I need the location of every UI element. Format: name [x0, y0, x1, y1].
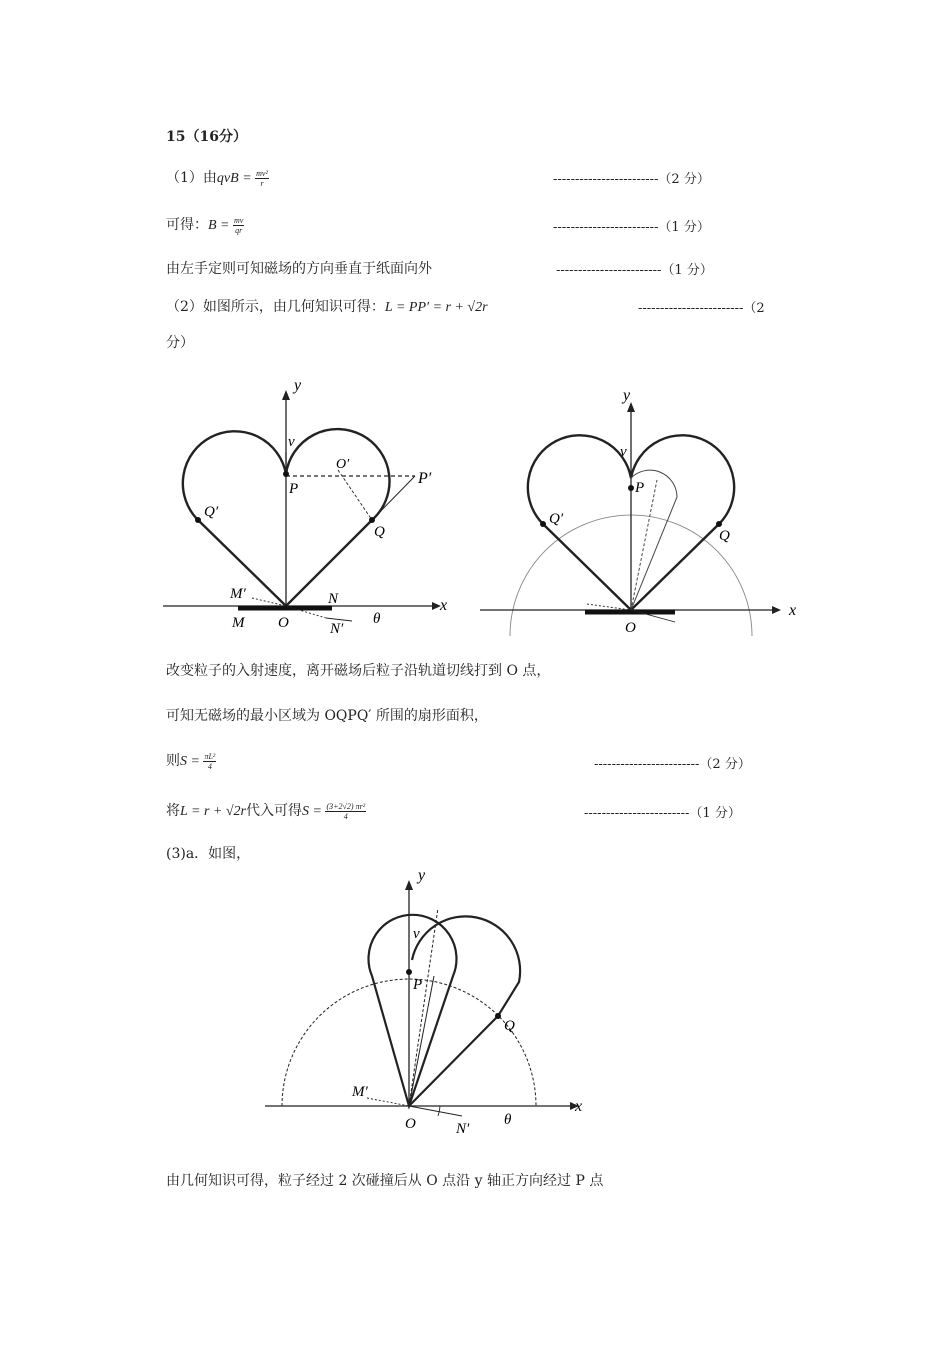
part1-fraction: $\frac{\text{mv²}}{r}$: [256, 168, 268, 188]
fig1-label-m: M: [232, 615, 245, 631]
line5-text: 可知无磁场的最小区域为 OQPQ′ 所围的扇形面积，: [166, 708, 488, 724]
fig1-label-n: N: [328, 591, 339, 607]
part1-line: [166, 167, 269, 188]
line6-prefix: 则: [166, 753, 180, 769]
fig2-label-qprime: Q′: [549, 511, 564, 527]
line3-text: 由左手定则可知磁场的方向垂直于纸面向外: [166, 261, 432, 277]
line6-formula: S =: [180, 754, 204, 769]
fig3-point-p: [406, 969, 412, 975]
line6-fraction: $\frac{\text{πL²}}{4}$: [204, 751, 216, 771]
fig2-point-p: [628, 485, 634, 491]
part2-text: （2）如图所示，由几何知识可得：: [166, 299, 385, 315]
fig1-label-p: P: [289, 481, 299, 497]
line2-score: ------------------------（1 分）: [553, 220, 710, 235]
fig1-label-y: y: [294, 377, 302, 394]
fig1-label-nprime: N′: [330, 621, 344, 637]
fig3-right-loop: [409, 916, 520, 1106]
fig1-label-mprime: M′: [230, 586, 246, 602]
line2-formula: B =: [208, 218, 233, 233]
fig1-label-q: Q: [374, 524, 385, 540]
fig3-label-q: Q: [504, 1018, 515, 1034]
part2-wrap: 分）: [166, 335, 194, 351]
fig2-label-v: v: [620, 444, 627, 460]
line8-text: 由几何知识可得，粒子经过 2 次碰撞后从 O 点沿 y 轴正方向经过 P 点: [166, 1173, 604, 1189]
fig1-point-qprime: [195, 517, 201, 523]
line4-text: 改变粒子的入射速度，离开磁场后粒子沿轨道切线打到 O 点，: [166, 663, 551, 679]
fig3-label-v: v: [413, 926, 420, 942]
fig1-y-arrow-icon: [282, 390, 290, 400]
line6: [166, 750, 216, 771]
fig3-nprime-line: [409, 1106, 462, 1116]
line3-score: ------------------------（1 分）: [556, 263, 713, 278]
fig3-label-x: x: [575, 1098, 583, 1115]
line7-score: ------------------------（1 分）: [584, 806, 741, 821]
fig3-y-arrow-icon: [405, 880, 413, 890]
fig3-label-y: y: [418, 867, 426, 884]
fig1-label-pprime: P′: [418, 470, 432, 487]
line2-prefix: 可得：: [166, 217, 208, 233]
fig3-label-mprime: M′: [352, 1084, 368, 1100]
fig2-label-q: Q: [719, 528, 730, 544]
line7: [166, 800, 366, 821]
line7-middle: 代入可得: [246, 803, 303, 819]
fig3-label-nprime: N′: [456, 1121, 470, 1137]
question-heading: 15（16分）: [166, 129, 247, 145]
fig3-label-o: O: [405, 1116, 416, 1132]
fig3-theta-arc: [438, 1106, 440, 1116]
fig2-label-x: x: [789, 602, 797, 619]
fig1-label-o: O: [278, 615, 289, 631]
fig2-point-q: [716, 521, 722, 527]
fig1-radius-dashed: [338, 470, 372, 520]
line7-fraction: $\frac{\text{(3+2√2) πr²}}{4}$: [326, 801, 366, 821]
part1-formula: qvB =: [216, 171, 256, 186]
part1-score: ------------------------（2 分）: [553, 172, 710, 187]
fig1-point-p: [283, 471, 289, 477]
fig2-x-arrow-icon: [772, 606, 781, 614]
fig1-label-x: x: [440, 597, 448, 614]
line2-fraction: $\frac{mv}{qr}$: [234, 215, 244, 235]
line2: [166, 214, 244, 235]
fig3-label-theta: θ: [504, 1112, 512, 1128]
fig2-label-o: O: [625, 620, 636, 636]
figure-1: [160, 370, 460, 640]
fig1-label-oprime: O′: [336, 457, 350, 472]
fig3-left-loop: [369, 915, 457, 1106]
figure-3: [260, 860, 600, 1140]
fig1-label-qprime: Q′: [204, 504, 219, 520]
fig1-point-q: [369, 517, 375, 523]
line7-formula-s: S =: [302, 804, 326, 819]
fig3-label-p: P: [413, 977, 423, 993]
fig1-qp-line: [372, 476, 415, 520]
fig2-point-qprime: [540, 521, 546, 527]
figure-2: [475, 380, 810, 650]
fig2-radius-dashed: [631, 480, 657, 610]
part2-score: ------------------------（2: [638, 301, 765, 316]
part2-line: [166, 296, 488, 316]
line6-score: ------------------------（2 分）: [594, 757, 751, 772]
part1-prefix: （1）由: [166, 170, 217, 186]
fig1-label-v: v: [288, 434, 295, 450]
part3-text: (3)a．如图，: [166, 846, 251, 862]
fig1-label-theta: θ: [373, 611, 381, 627]
fig2-label-p: P: [635, 480, 645, 496]
line7-prefix: 将: [166, 803, 180, 819]
fig3-mprime-line: [367, 1098, 409, 1106]
line7-formula-l: L = r + √2r: [180, 804, 247, 819]
fig2-label-y: y: [623, 387, 631, 404]
fig3-point-q: [495, 1013, 501, 1019]
part2-formula: L = PP′ = r + √2r: [384, 300, 488, 315]
